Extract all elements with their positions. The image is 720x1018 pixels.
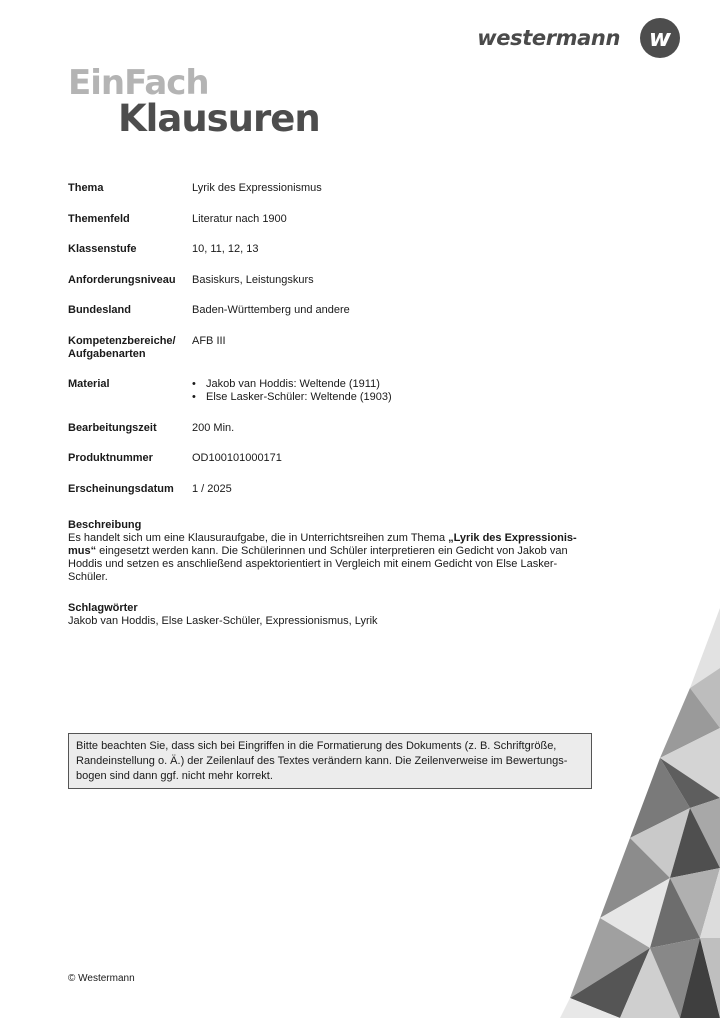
meta-label: Bearbeitungszeit <box>68 421 157 434</box>
material-list <box>192 378 588 404</box>
meta-row-kompetenzbereiche <box>68 335 588 361</box>
meta-label: Themenfeld <box>68 212 130 225</box>
westermann-logo-icon <box>640 18 680 58</box>
meta-label: Material <box>68 378 110 390</box>
beschreibung-text-after: eingesetzt werden kann. Die Schülerinnen und Schüler interpretieren ein Gedicht von Jakob van Hoddis und setzen es anschließend aspektorientiert in Vergleich mit einem Gedicht von Else Lasker-Schüler. <box>68 545 568 583</box>
meta-label: Erscheinungsdatum <box>68 482 174 495</box>
meta-label: Klassenstufe <box>68 243 137 255</box>
formatting-notice-box: Bitte beachten Sie, dass sich bei Eingriffen in die Formatierung des Dokuments (z. B. Schriftgröße, Randeinstellung o. Ä.) der Zeilenlauf des Textes verändern kann. Die Zeilenverweise im Bewertungs-bogen sind dann ggf. nicht mehr korrekt. <box>68 733 592 789</box>
series-title-line2: Klausuren <box>118 97 320 140</box>
meta-row-anforderungsniveau <box>68 274 588 287</box>
meta-row-erscheinungsdatum <box>68 483 588 496</box>
meta-value: AFB III <box>192 334 226 347</box>
meta-label: Produktnummer <box>68 452 153 464</box>
schlagwoerter-title: Schlagwörter <box>68 602 138 614</box>
schlagwoerter-section <box>68 602 578 628</box>
schlagwoerter-text: Jakob van Hoddis, Else Lasker-Schüler, Expressionismus, Lyrik <box>68 615 378 627</box>
meta-row-klassenstufe <box>68 243 588 256</box>
series-title-line1: EinFach <box>68 63 209 103</box>
meta-label: Bundesland <box>68 304 131 316</box>
svg-text:w: w <box>648 24 672 52</box>
meta-value: Literatur nach 1900 <box>192 212 287 225</box>
meta-row-material <box>68 378 588 404</box>
meta-value: OD100101000171 <box>192 452 282 464</box>
meta-value: 200 Min. <box>192 421 235 434</box>
beschreibung-text-before: Es handelt sich um eine Klausuraufgabe, die in Unterrichtsreihen zum Thema <box>68 532 449 544</box>
meta-value: Lyrik des Expressionismus <box>192 182 322 194</box>
beschreibung-title: Beschreibung <box>68 519 142 531</box>
publisher-brand <box>477 18 680 58</box>
meta-row-themenfeld <box>68 213 588 226</box>
beschreibung-text-bold: „Lyrik des Expressionis-mus“ <box>68 532 577 557</box>
meta-label: Thema <box>68 182 104 194</box>
meta-row-produktnummer <box>68 452 588 465</box>
decorative-triangles-icon <box>560 608 720 1018</box>
meta-label: Anforderungsniveau <box>68 273 176 286</box>
beschreibung-section <box>68 519 578 584</box>
meta-label: Kompetenzbereiche/ Aufgabenarten <box>68 334 176 360</box>
metadata-table <box>68 182 588 513</box>
meta-row-thema <box>68 182 588 195</box>
meta-row-bundesland <box>68 304 588 317</box>
material-item: • Jakob van Hoddis: Weltende (1911) <box>192 378 588 391</box>
meta-row-bearbeitungszeit <box>68 422 588 435</box>
meta-value: 1 / 2025 <box>192 482 232 495</box>
brand-wordmark: westermann <box>477 26 620 50</box>
meta-value: Baden-Württemberg und andere <box>192 304 350 316</box>
series-title <box>68 63 320 140</box>
copyright-footer: © Westermann <box>68 973 135 984</box>
material-item: • Else Lasker-Schüler: Weltende (1903) <box>192 391 588 404</box>
beschreibung-text <box>68 532 578 584</box>
meta-value <box>192 378 588 404</box>
meta-value: 10, 11, 12, 13 <box>192 243 259 255</box>
meta-value: Basiskurs, Leistungskurs <box>192 273 314 286</box>
